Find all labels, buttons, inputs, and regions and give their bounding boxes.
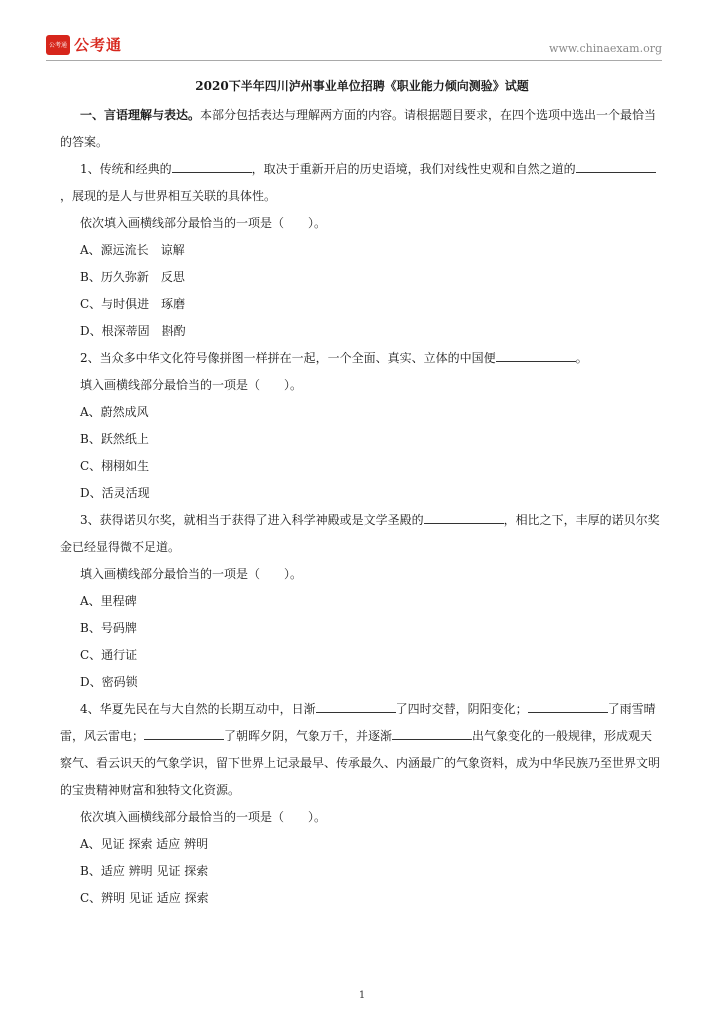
answer-blank bbox=[496, 349, 576, 362]
document-body bbox=[60, 102, 664, 912]
option-item: C、与时俱进 琢磨 bbox=[80, 297, 186, 311]
option-item: D、活灵活现 bbox=[80, 486, 150, 500]
answer-blank bbox=[316, 700, 396, 713]
answer-blank bbox=[144, 727, 224, 740]
option-item: D、密码锁 bbox=[80, 675, 138, 689]
question-prompt: 填入画横线部分最恰当的一项是（ ）。 bbox=[80, 567, 303, 581]
option-item: B、号码牌 bbox=[80, 621, 137, 635]
question-prompt: 填入画横线部分最恰当的一项是（ ）。 bbox=[80, 378, 303, 392]
page-title: 2020下半年四川泸州事业单位招聘《职业能力倾向测验》试题 bbox=[195, 79, 529, 93]
section-heading: 一、言语理解与表达。 bbox=[80, 108, 201, 122]
site-url: www.chinaexam.org bbox=[549, 42, 662, 55]
page-number: 1 bbox=[358, 990, 366, 1001]
section-intro bbox=[60, 102, 664, 156]
question-prompt: 依次填入画横线部分最恰当的一项是（ ）。 bbox=[80, 216, 327, 230]
option-item: A、里程碑 bbox=[80, 594, 137, 608]
page-header bbox=[46, 34, 662, 60]
option-item: C、栩栩如生 bbox=[80, 459, 150, 473]
question-stem: 4、华夏先民在与大自然的长期互动中，日渐 了四时交替，阴阳变化； 了雨雪晴雷，风云雷电； 了朝晖夕阴，气象万千，并逐渐 出气象变化的一般规律，形成观天察气、看云识天的气象学识，留下世界上记录最早、传承最久、内涵最广的气象资料，成为中华民族乃至世界文明的宝贵精神财富和独特文化资源。 bbox=[60, 702, 661, 797]
option-item: D、根深蒂固 斟酌 bbox=[80, 324, 186, 338]
question-stem: 1、传统和经典的 ，取决于重新开启的历史语境，我们对线性史观和自然之道的，展现的是人与世界相互关联的具体性。 bbox=[60, 156, 664, 210]
answer-blank bbox=[576, 160, 656, 173]
option-item: B、适应 辨明 见证 探索 bbox=[80, 864, 209, 878]
logo-badge: 公考通 bbox=[46, 35, 70, 55]
option-item: B、跃然纸上 bbox=[80, 432, 149, 446]
logo-text: 公考通 bbox=[74, 36, 123, 54]
option-item: B、历久弥新 反思 bbox=[80, 270, 185, 284]
header-divider bbox=[46, 60, 662, 61]
option-item: A、蔚然成风 bbox=[80, 405, 149, 419]
option-item: C、辨明 见证 适应 探索 bbox=[80, 891, 209, 905]
question-prompt: 依次填入画横线部分最恰当的一项是（ ）。 bbox=[80, 810, 327, 824]
answer-blank bbox=[172, 160, 252, 173]
brand-logo bbox=[46, 34, 122, 55]
option-item: A、源远流长 谅解 bbox=[80, 243, 185, 257]
section-intro-text: 本部分包括表达与理解两方面的内容。请根据题目要求，在四个选项中选出一个最恰当的答案。 bbox=[60, 108, 657, 149]
question-stem: 3、获得诺贝尔奖，就相当于获得了进入科学神殿或是文学圣殿的 ，相比之下，丰厚的诺贝尔奖金已经显得微不足道。 bbox=[60, 513, 660, 554]
option-item: A、见证 探索 适应 辨明 bbox=[80, 837, 209, 851]
option-item: C、通行证 bbox=[80, 648, 138, 662]
answer-blank bbox=[528, 700, 608, 713]
answer-blank bbox=[392, 727, 472, 740]
answer-blank bbox=[424, 511, 504, 524]
question-stem: 2、当众多中华文化符号像拼图一样拼在一起，一个全面、真实、立体的中国便 。 bbox=[80, 351, 588, 365]
